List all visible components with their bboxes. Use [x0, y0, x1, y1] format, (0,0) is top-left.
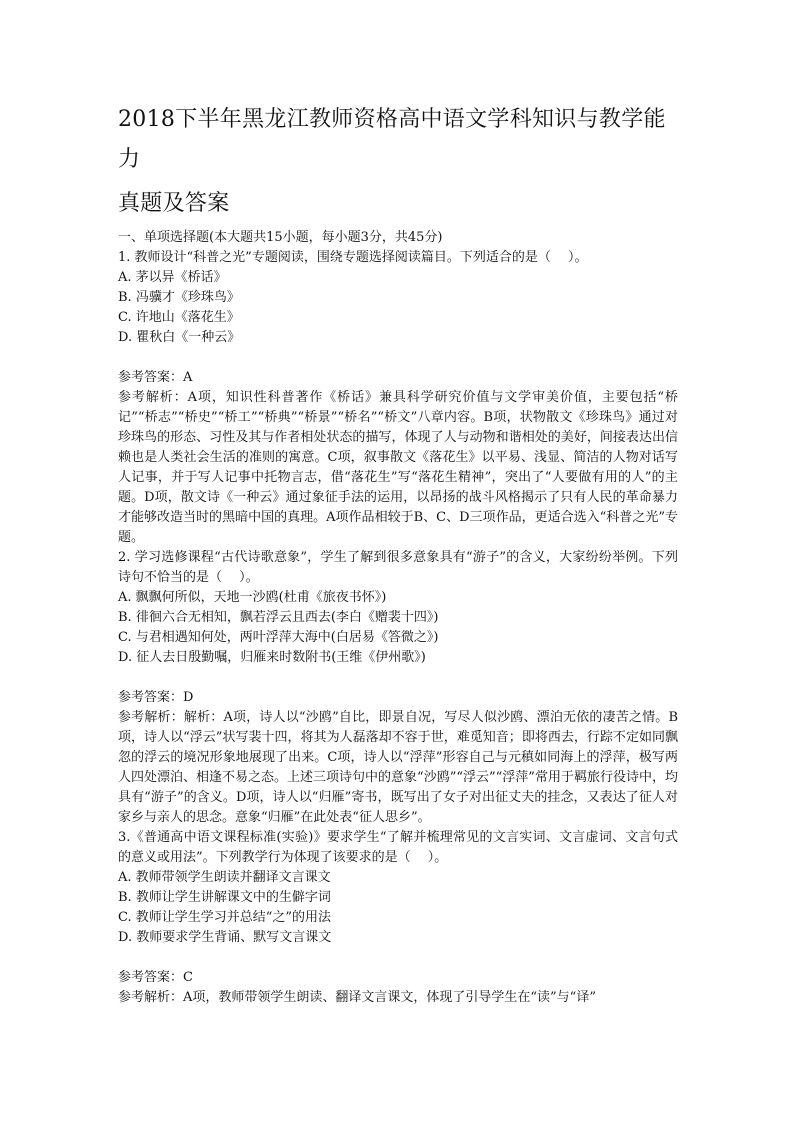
question-stem: 3.《普通高中语文课程标准(实验)》要求学生“了解并梳理常见的文言实词、文言虚词、文言句式的意义或用法”。下列教学行为体现了该要求的是（ ）。: [118, 830, 678, 865]
section-heading: 一、单项选择题(本大题共15小题，每小题3分，共45分): [118, 230, 443, 245]
document-page: [118, 100, 678, 1008]
document-title-line-1: 2018下半年黑龙江教师资格高中语文学科知识与教学能力: [118, 107, 666, 172]
option-b: B. 徘徊六合无相知，飘若浮云且西去(李白《赠裴十四》): [118, 610, 439, 625]
option-c: C. 与君相遇知何处，两叶浮萍大海中(白居易《答微之》): [118, 630, 439, 645]
option-d: D. 教师要求学生背诵、默写文言课文: [118, 930, 332, 945]
option-b: B. 冯骥才《珍珠鸟》: [118, 290, 240, 305]
question-2: [118, 548, 678, 828]
question-stem: 1. 教师设计“科普之光”专题阅读，围绕专题选择阅读篇目。下列适合的是（ ）。: [118, 250, 588, 265]
reference-answer: 参考答案：A: [118, 370, 193, 385]
question-3: [118, 828, 678, 1008]
reference-answer: 参考答案：C: [118, 970, 193, 985]
question-stem: 2. 学习选修课程“古代诗歌意象”，学生了解到很多意象具有“游子”的含义，大家纷纷举例。下列诗句不恰当的是（ ）。: [118, 550, 678, 585]
option-b: B. 教师让学生讲解课文中的生僻字词: [118, 890, 331, 905]
option-c: C. 许地山《落花生》: [118, 310, 240, 325]
question-1: [118, 248, 678, 548]
option-a: A. 飘飘何所似，天地一沙鸥(杜甫《旅夜书怀》): [118, 590, 387, 605]
spacer: [118, 668, 678, 688]
reference-answer: 参考答案：D: [118, 690, 194, 705]
document-title-line-2: 真题及答案: [118, 191, 230, 216]
option-a: A. 教师带领学生朗读并翻译文言课文: [118, 870, 331, 885]
option-d: D. 征人去日殷勤嘱，归雁来时数附书(王维《伊州歌》): [118, 650, 426, 665]
reference-analysis: 参考解析：A项，知识性科普著作《桥话》兼具科学研究价值与文学审美价值，主要包括“桥记”“桥志”“桥史”“桥工”“桥典”“桥景”“桥名”“桥文”八章内容。B项，状物散文《珍珠鸟》通过对珍珠鸟的形态、习性及其与作者相处状态的描写，体现了人与动物和谐相处的美好，间接表达出信赖也是人类社会生活的准则的寓意。C项，叙事散文《落花生》以平易、浅显、简洁的人物对话写人记事，并于写人记事中托物言志，借“落花生”写“落花生精神”，突出了“人要做有用的人”的主题。D项，散文诗《一种云》通过象征手法的运用，以昂扬的战斗风格揭示了只有人民的革命暴力才能够改造当时的黑暗中国的真理。A项作品相较于B、C、D三项作品，更适合选入“科普之光”专题。: [118, 390, 678, 545]
spacer: [118, 348, 678, 368]
reference-analysis: 参考解析：A项，教师带领学生朗读、翻译文言课文，体现了引导学生在“读”与“译”: [118, 990, 596, 1005]
option-c: C. 教师让学生学习并总结“之”的用法: [118, 910, 332, 925]
spacer: [118, 948, 678, 968]
option-d: D. 瞿秋白《一种云》: [118, 330, 241, 345]
reference-analysis: 参考解析：解析：A项，诗人以“沙鸥”自比，即景自况，写尽人似沙鸥、漂泊无依的凄苦之情。B项，诗人以“浮云”状写裴十四，将其为人磊落却不容于世，难觅知音；即将西去，行踪不定如同飘忽的浮云的境况形象地展现了出来。C项，诗人以“浮萍”形容自己与元稹如同海上的浮萍，极写两人四处漂泊、相逢不易之态。上述三项诗句中的意象“沙鸥”“浮云”“浮萍”常用于羁旅行役诗中，均具有“游子”的含义。D项，诗人以“归雁”寄书，既写出了女子对出征丈夫的挂念，又表达了征人对家乡与亲人的思念。意象“归雁”在此处表“征人思乡”。: [118, 710, 678, 825]
option-a: A. 茅以异《桥话》: [118, 270, 227, 285]
